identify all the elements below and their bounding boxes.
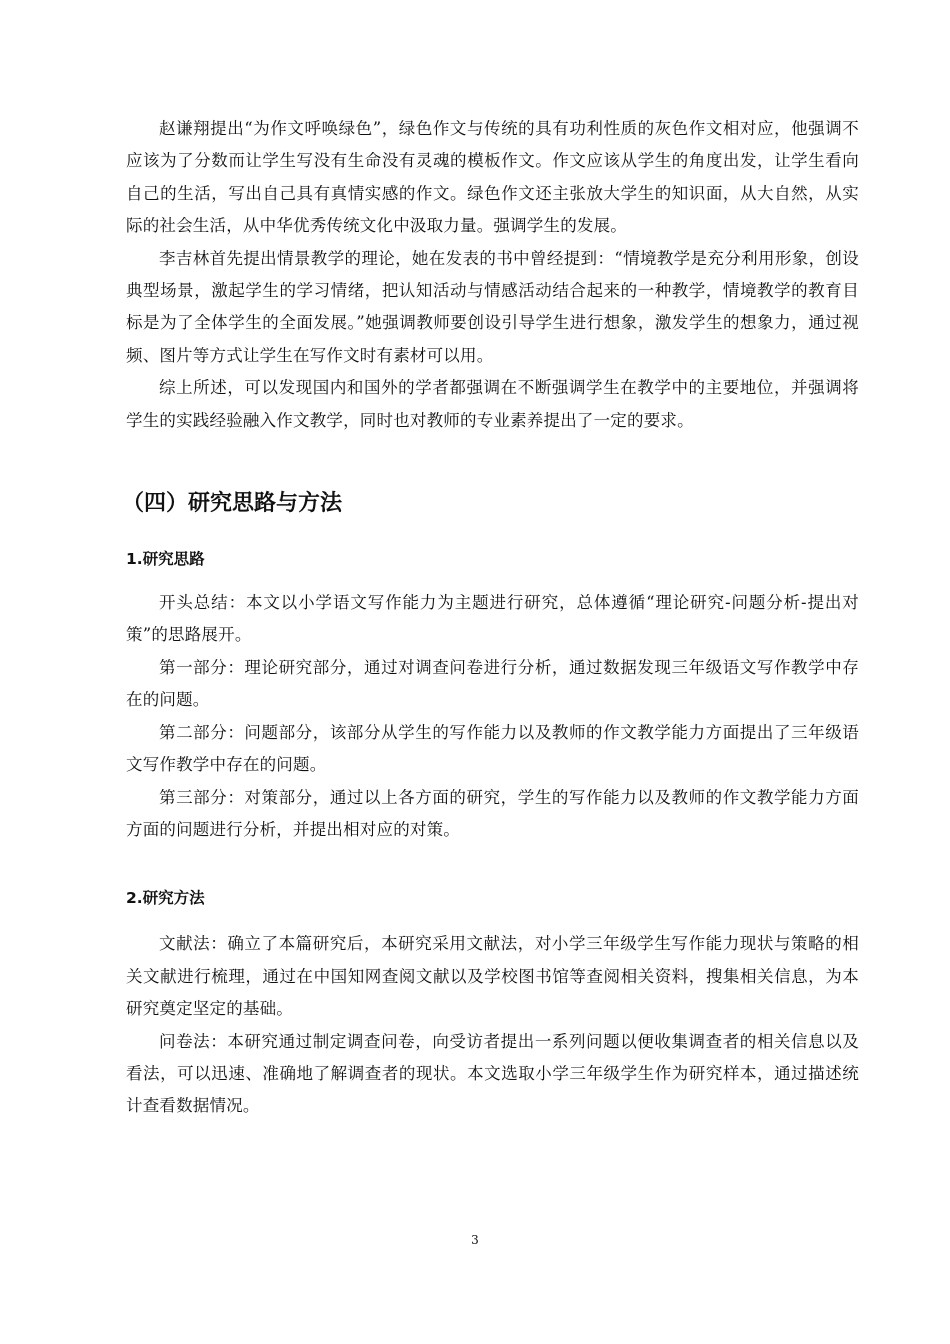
paragraph-part-one: 第一部分：理论研究部分，通过对调查问卷进行分析，通过数据发现三年级语文写作教学中存在的问题。 [126, 657, 859, 710]
subheading-research-approach: 1.研究思路 [126, 550, 205, 569]
section-heading-research-approach: （四）研究思路与方法 [122, 491, 343, 517]
paragraph-summary: 综上所述，可以发现国内和国外的学者都强调在不断强调学生在教学中的主要地位，并强调将学生的实践经验融入作文教学，同时也对教师的专业素养提出了一定的要求。 [126, 378, 859, 430]
paragraph-part-three: 第三部分：对策部分，通过以上各方面的研究，学生的写作能力以及教师的作文教学能力方面方面的问题进行分析，并提出相对应的对策。 [126, 787, 859, 839]
paragraph-part-two: 第二部分：问题部分，该部分从学生的写作能力以及教师的作文教学能力方面提出了三年级语文写作教学中存在的问题。 [126, 722, 859, 775]
page-number: 3 [471, 1233, 479, 1247]
paragraph-zhao-qianxiang: 赵谦翔提出“为作文呼唤绿色”，绿色作文与传统的具有功利性质的灰色作文相对应，他强调不应该为了分数而让学生写没有生命没有灵魂的模板作文。作文应该从学生的角度出发，让学生看向自己的生活，写出自己具有真情实感的作文。绿色作文还主张放大学生的知识面，从大自然，从实际的社会生活，从中华优秀传统文化中汲取力量。强调学生的发展。 [126, 119, 859, 236]
paragraph-literature-method: 文献法：确立了本篇研究后，本研究采用文献法，对小学三年级学生写作能力现状与策略的相关文献进行梳理，通过在中国知网查阅文献以及学校图书馆等查阅相关资料，搜集相关信息，为本研究奠定坚定的基础。 [126, 934, 859, 1019]
page-content [122, 113, 859, 1123]
paragraph-opening-summary: 开头总结：本文以小学语文写作能力为主题进行研究，总体遵循“理论研究-问题分析-提出对策”的思路展开。 [126, 593, 859, 645]
paragraph-li-jilin: 李吉林首先提出情景教学的理论，她在发表的书中曾经提到：“情境教学是充分利用形象，创设典型场景，激起学生的学习情绪，把认知活动与情感活动结合起来的一种教学，情境教学的教育目标是为了全体学生的全面发展。”她强调教师要创设引导学生进行想象，激发学生的想象力，通过视频、图片等方式让学生在写作文时有素材可以用。 [126, 248, 859, 365]
subheading-research-methods: 2.研究方法 [126, 889, 205, 908]
paragraph-questionnaire-method: 问卷法：本研究通过制定调查问卷，向受访者提出一系列问题以便收集调查者的相关信息以及看法，可以迅速、准确地了解调查者的现状。本文选取小学三年级学生作为研究样本，通过描述统计查看数据情况。 [126, 1031, 859, 1116]
